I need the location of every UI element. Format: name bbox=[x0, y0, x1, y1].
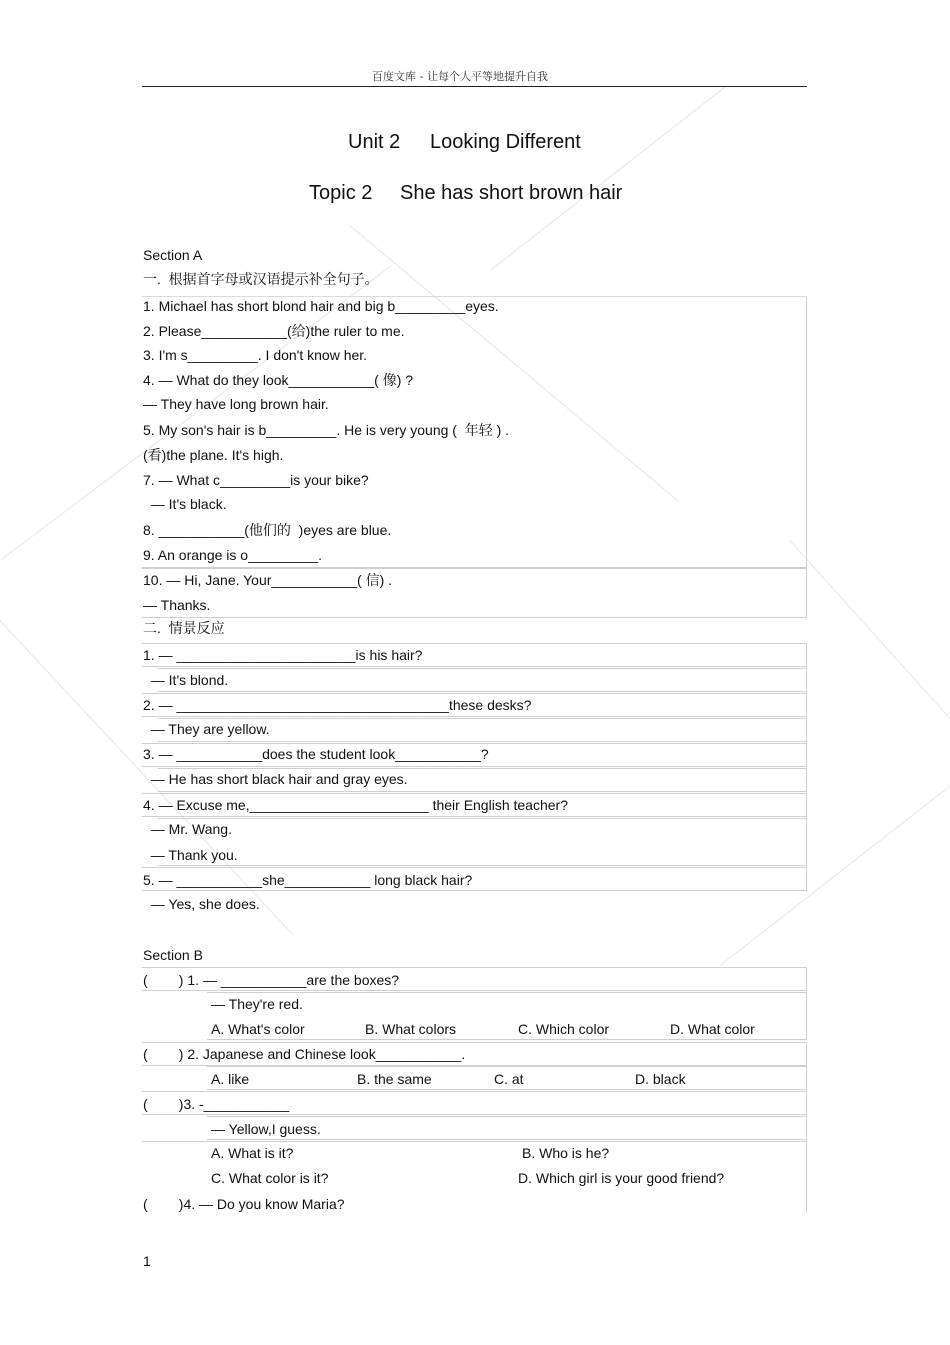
option-c: C. at bbox=[494, 1071, 524, 1087]
question-stem: ( )4. — Do you know Maria? bbox=[143, 1196, 345, 1212]
question-stem: ( )3. -___________ bbox=[143, 1096, 290, 1112]
dialog-line: — They are yellow. bbox=[143, 721, 270, 737]
table-border bbox=[158, 668, 807, 692]
page-number: 1 bbox=[143, 1253, 151, 1269]
dialog-line: 2. — ___________________________________these desks? bbox=[143, 697, 532, 713]
section-a-label: Section A bbox=[143, 247, 203, 263]
option-d: D. Which girl is your good friend? bbox=[518, 1170, 725, 1186]
exercise-line: 3. I'm s_________. I don't know her. bbox=[143, 347, 368, 363]
dialog-line: — Mr. Wang. bbox=[143, 821, 232, 837]
option-a: A. What is it? bbox=[211, 1145, 294, 1161]
watermark-line bbox=[490, 85, 727, 270]
exercise-line: 2. Please___________(给)the ruler to me. bbox=[143, 323, 405, 339]
dialog-line: — He has short black hair and gray eyes. bbox=[143, 771, 408, 787]
topic-title: She has short brown hair bbox=[400, 182, 623, 204]
unit-number: Unit 2 bbox=[348, 131, 401, 153]
topic-number: Topic 2 bbox=[309, 182, 373, 204]
exercise-line: 7. — What c_________is your bike? bbox=[143, 472, 369, 488]
question-stem: ( ) 1. — ___________are the boxes? bbox=[143, 972, 400, 988]
exercise-line: 8. ___________(他们的 )eyes are blue. bbox=[143, 522, 392, 538]
option-c: C. What color is it? bbox=[211, 1170, 329, 1186]
option-a: A. What's color bbox=[211, 1021, 305, 1037]
part2-heading: 二. 情景反应 bbox=[143, 620, 225, 636]
exercise-line: 10. — Hi, Jane. Your___________( 信) . bbox=[143, 572, 393, 588]
question-reply: — They're red. bbox=[211, 996, 303, 1012]
section-b-label: Section B bbox=[143, 947, 203, 963]
exercise-line: 1. Michael has short blond hair and big b_________eyes. bbox=[143, 298, 499, 314]
option-b: B. the same bbox=[357, 1071, 432, 1087]
dialog-line: 1. — _______________________is his hair? bbox=[143, 647, 423, 663]
option-b: B. Who is he? bbox=[522, 1145, 610, 1161]
exercise-line: 4. — What do they look___________( 像) ? bbox=[143, 372, 414, 388]
table-border bbox=[158, 818, 807, 866]
unit-title: Looking Different bbox=[430, 131, 581, 153]
page-header: 百度文库 - 让每个人平等地提升自我 bbox=[372, 70, 548, 83]
option-d: D. What color bbox=[670, 1021, 755, 1037]
watermark-line bbox=[789, 540, 950, 734]
exercise-line: 9. An orange is o_________. bbox=[143, 547, 323, 563]
option-b: B. What colors bbox=[365, 1021, 457, 1037]
option-a: A. like bbox=[211, 1071, 250, 1087]
dialog-line: 3. — ___________does the student look___________? bbox=[143, 746, 489, 762]
header-rule bbox=[142, 86, 807, 87]
exercise-line: — It's black. bbox=[143, 496, 227, 512]
option-c: C. Which color bbox=[518, 1021, 610, 1037]
dialog-line: — It's blond. bbox=[143, 672, 229, 688]
dialog-line: 5. — ___________she___________ long black hair? bbox=[143, 872, 473, 888]
part1-heading: 一. 根据首字母或汉语提示补全句子。 bbox=[143, 271, 379, 287]
exercise-line: — Thanks. bbox=[143, 597, 211, 613]
question-reply: — Yellow,I guess. bbox=[211, 1121, 321, 1137]
option-d: D. black bbox=[635, 1071, 686, 1087]
dialog-line: — Yes, she does. bbox=[143, 896, 260, 912]
dialog-line: 4. — Excuse me,_______________________ their English teacher? bbox=[143, 797, 568, 813]
dialog-line: — Thank you. bbox=[143, 847, 238, 863]
exercise-line: 5. My son's hair is b_________. He is very young ( 年轻 ) . bbox=[143, 422, 510, 438]
exercise-line: — They have long brown hair. bbox=[143, 396, 329, 412]
exercise-line: (看)the plane. It's high. bbox=[143, 447, 284, 463]
question-stem: ( ) 2. Japanese and Chinese look___________. bbox=[143, 1046, 466, 1062]
